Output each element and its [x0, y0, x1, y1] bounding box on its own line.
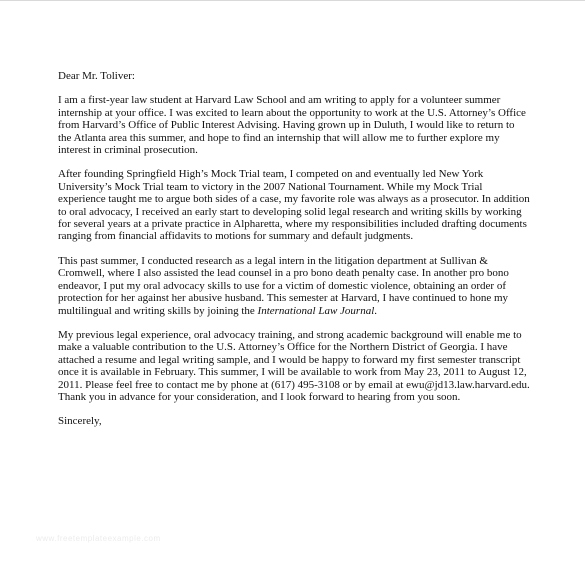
watermark: www.freetemplateexample.com [36, 534, 161, 543]
paragraph-experience [58, 255, 530, 317]
paragraph-introduction: I am a first-year law student at Harvard Law School and am writing to apply for a volunteer summer internship at your office. I was excited to learn about the opportunity to work at the U.S. Attorney’s Office from Harvard’s Office of Public Interest Advising. Having grown up in Duluth, I would like to return to the Atlanta area this summer, and hope to find an internship that will allow me to further explore my interest in criminal prosecution. [58, 94, 526, 157]
journal-name: International Law Journal [257, 304, 375, 317]
paragraph-closing: My previous legal experience, oral advocacy training, and strong academic background will enable me to make a valuable contribution to the U.S. Attorney’s Office for the Northern District of Georgia. I have attached a resume and legal writing sample, and I would be happy to forward my first semester transcript once it is available in February. This summer, I will be available to work from May 23, 2011 to August 12, 2011. Please feel free to contact me by phone at (617) 495-3108 or by email at ewu@jd13.law.harvard.edu. Thank you in advance for your consideration, and I look forward to hearing from you soon. [58, 328, 530, 403]
cover-letter-body [58, 70, 530, 428]
paragraph-mock-trial: After founding Springfield High’s Mock Trial team, I competed on and eventually led New York University’s Mock Trial team to victory in the 2007 National Tournament. While my Mock Trial experience taught me to argue both sides of a case, my favorite role was always as a prosecutor. In addition to oral advocacy, I received an early start to developing solid legal research and writing skills by working for several years at a private practice in Alpharetta, where my responsibilities included drafting documents ranging from financial affidavits to motions for summary and default judgments. [58, 168, 530, 243]
paragraph-experience-end: . [374, 304, 378, 317]
salutation: Dear Mr. Toliver: [58, 70, 135, 82]
paragraph-experience-text: This past summer, I conducted research as a legal intern in the litigation department at Sullivan & Cromwell, where I also assisted the lead counsel in a pro bono death penalty case. In another pro bono endeavor, I put my oral advocacy skills to use for a victim of domestic violence, obtaining an order of protection for her against her abusive husband. This semester at Harvard, I have continued to hone my multilingual and writing skills by joining the [58, 254, 509, 317]
sign-off: Sincerely, [58, 415, 102, 428]
